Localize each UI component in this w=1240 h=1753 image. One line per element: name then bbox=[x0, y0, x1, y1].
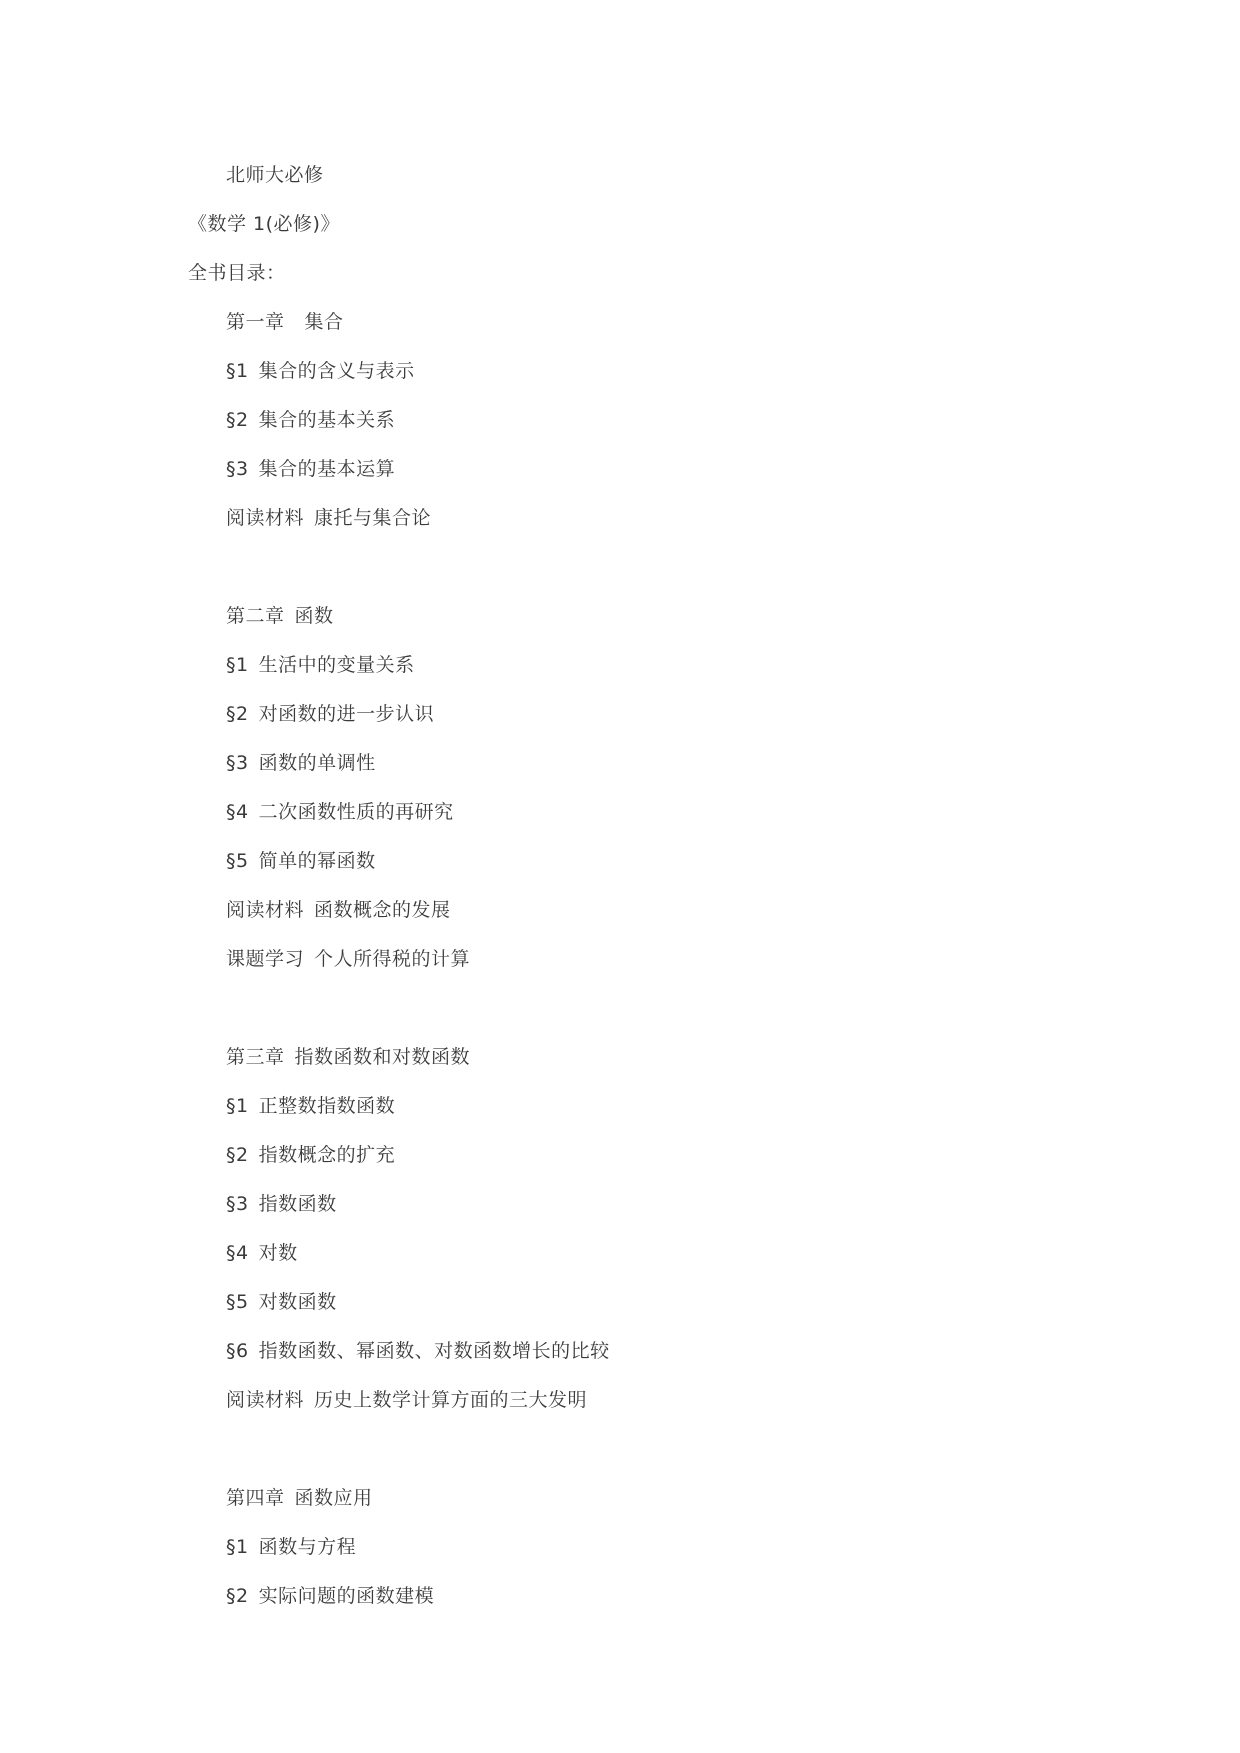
toc-entry bbox=[226, 897, 451, 923]
section-title: 正整数指数函数 bbox=[258, 1095, 396, 1117]
chapter-1-title bbox=[226, 309, 344, 335]
book-title: 《数学 1(必修)》 bbox=[188, 213, 340, 235]
toc-entry bbox=[226, 1191, 337, 1217]
section-number: §3 bbox=[226, 1193, 249, 1215]
toc-entry bbox=[226, 1289, 337, 1315]
toc-entry bbox=[226, 1142, 395, 1168]
chapter-number: 第四章 bbox=[226, 1487, 285, 1509]
section-title: 指数概念的扩充 bbox=[258, 1144, 396, 1166]
section-number: 阅读材料 bbox=[226, 899, 305, 921]
toc-entry bbox=[226, 946, 470, 972]
section-number: §5 bbox=[226, 1291, 249, 1313]
section-title: 对函数的进一步认识 bbox=[258, 703, 435, 725]
chapter-number: 第三章 bbox=[226, 1046, 285, 1068]
chapter-number: 第二章 bbox=[226, 605, 285, 627]
section-number: §6 bbox=[226, 1340, 249, 1362]
section-number: §2 bbox=[226, 703, 249, 725]
toc-entry bbox=[226, 1534, 356, 1560]
toc-entry bbox=[226, 456, 395, 482]
chapter-name: 函数 bbox=[294, 605, 334, 627]
section-number: §2 bbox=[226, 1585, 249, 1607]
section-title: 函数与方程 bbox=[258, 1536, 357, 1558]
section-title: 集合的含义与表示 bbox=[258, 360, 415, 382]
section-title: 集合的基本关系 bbox=[258, 409, 396, 431]
toc-entry bbox=[226, 505, 431, 531]
section-number: §4 bbox=[226, 801, 249, 823]
section-number: 阅读材料 bbox=[226, 507, 305, 529]
section-number: 阅读材料 bbox=[226, 1389, 305, 1411]
section-title: 函数概念的发展 bbox=[314, 899, 451, 921]
toc-entry bbox=[226, 1338, 610, 1364]
toc-entry bbox=[226, 701, 434, 727]
publisher-line: 北师大必修 bbox=[226, 164, 324, 186]
section-title: 指数函数 bbox=[258, 1193, 337, 1215]
toc-entry bbox=[226, 1583, 434, 1609]
toc-label: 全书目录： bbox=[188, 262, 286, 284]
section-title: 对数 bbox=[258, 1242, 298, 1264]
section-number: §2 bbox=[226, 409, 249, 431]
section-number: §1 bbox=[226, 654, 249, 676]
section-title: 个人所得税的计算 bbox=[314, 948, 471, 970]
toc-entry bbox=[226, 1240, 298, 1266]
section-title: 指数函数、幂函数、对数函数增长的比较 bbox=[258, 1340, 610, 1362]
toc-entry bbox=[226, 799, 454, 825]
toc-entry bbox=[226, 750, 376, 776]
section-title: 对数函数 bbox=[258, 1291, 337, 1313]
section-title: 生活中的变量关系 bbox=[258, 654, 415, 676]
chapter-2-title bbox=[226, 603, 334, 629]
chapter-name: 函数应用 bbox=[294, 1487, 373, 1509]
chapter-3-title bbox=[226, 1044, 470, 1070]
section-number: §1 bbox=[226, 1095, 249, 1117]
chapter-4-title bbox=[226, 1485, 373, 1511]
chapter-name: 集合 bbox=[304, 311, 344, 333]
toc-entry bbox=[226, 407, 395, 433]
section-number: §2 bbox=[226, 1144, 249, 1166]
section-number: §5 bbox=[226, 850, 249, 872]
toc-entry bbox=[226, 848, 376, 874]
toc-entry bbox=[226, 358, 415, 384]
toc-entry bbox=[226, 1093, 395, 1119]
section-number: §1 bbox=[226, 360, 249, 382]
toc-entry bbox=[226, 1387, 587, 1413]
section-title: 函数的单调性 bbox=[258, 752, 376, 774]
section-number: §3 bbox=[226, 752, 249, 774]
chapter-number: 第一章 bbox=[226, 311, 285, 333]
section-title: 简单的幂函数 bbox=[258, 850, 376, 872]
section-number: 课题学习 bbox=[226, 948, 305, 970]
section-number: §3 bbox=[226, 458, 249, 480]
section-title: 实际问题的函数建模 bbox=[258, 1585, 435, 1607]
chapter-name: 指数函数和对数函数 bbox=[294, 1046, 471, 1068]
section-title: 集合的基本运算 bbox=[258, 458, 396, 480]
section-title: 历史上数学计算方面的三大发明 bbox=[314, 1389, 588, 1411]
toc-entry bbox=[226, 652, 415, 678]
section-number: §1 bbox=[226, 1536, 249, 1558]
section-title: 康托与集合论 bbox=[314, 507, 432, 529]
section-number: §4 bbox=[226, 1242, 249, 1264]
section-title: 二次函数性质的再研究 bbox=[258, 801, 454, 823]
